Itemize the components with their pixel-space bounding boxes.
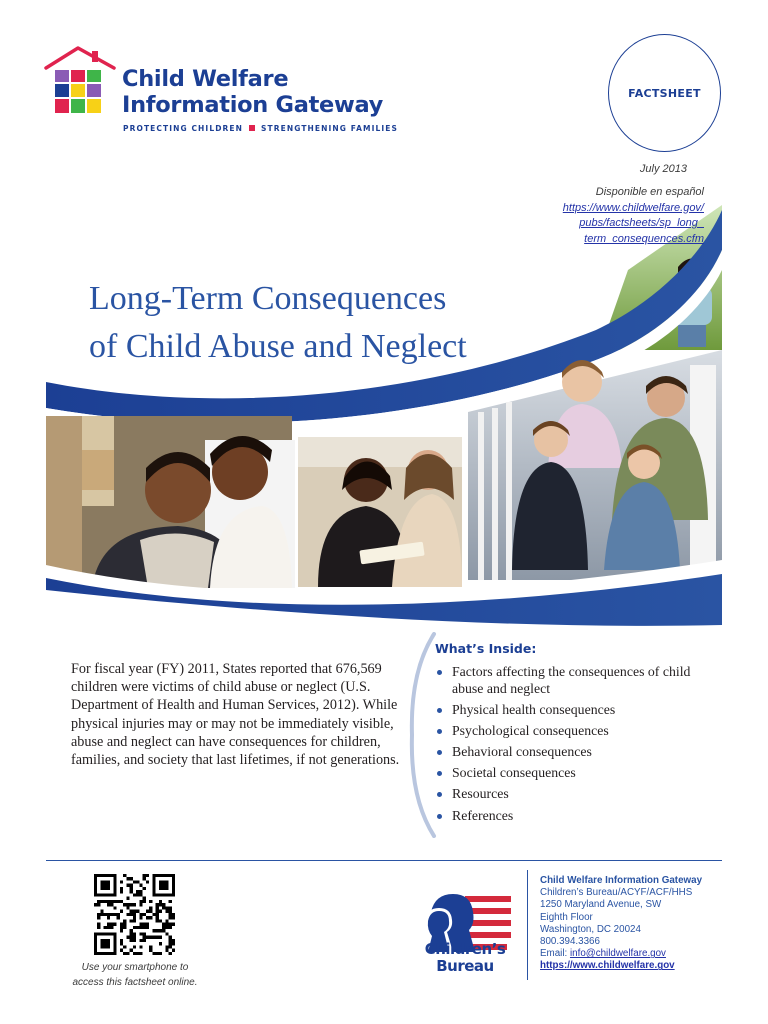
spanish-version-note (504, 185, 704, 247)
cb-name-line2: Bureau (436, 957, 494, 975)
photo-teen-and-mentor (298, 437, 462, 587)
footer-divider-line (46, 860, 722, 861)
hero-banner (0, 150, 768, 630)
tagline-right: STRENGTHENING FAMILIES (261, 124, 398, 133)
list-item: Societal consequences (436, 765, 716, 782)
contact-org: Child Welfare Information Gateway (540, 875, 703, 886)
website-link[interactable]: https://www.childwelfare.gov (540, 960, 675, 972)
spanish-link-line2: pubs/factsheets/sp_long_ (579, 217, 704, 229)
title-line2: of Child Abuse and Neglect (89, 328, 467, 365)
footer-vertical-divider (527, 870, 528, 980)
photo-two-kids (46, 416, 295, 588)
contact-line2: 1250 Maryland Avenue, SW (540, 899, 662, 911)
list-item: Factors affecting the consequences of child abuse and neglect (436, 664, 716, 697)
spanish-label: Disponible en español (595, 186, 704, 198)
childrens-bureau-name (413, 941, 517, 975)
cb-name-line1: Children’s (424, 940, 506, 958)
tagline-left: PROTECTING CHILDREN (123, 124, 243, 133)
spanish-link-line1: https://www.childwelfare.gov/ (562, 201, 704, 214)
intro-paragraph: For fiscal year (FY) 2011, States reported that 676,569 children were victims of child abuse or neglect (U.S. Department of Health and Human Services, 2012). While physical injuries may or may not be immediately visible, abuse and neglect can have consequences for children, families, and society that last lifetimes, if not generations. (71, 661, 400, 769)
list-item: Resources (436, 786, 716, 803)
house-logo-icon (44, 44, 122, 118)
list-item: Psychological consequences (436, 723, 716, 740)
logo-tagline (123, 124, 398, 133)
contact-line4: Washington, DC 20024 (540, 923, 641, 935)
tagline-separator-icon (249, 125, 255, 131)
logo-title (122, 66, 383, 118)
list-item: Behavioral consequences (436, 744, 716, 761)
list-item: Physical health consequences (436, 702, 716, 719)
child-welfare-gateway-logo (44, 44, 398, 139)
factsheet-label: FACTSHEET (628, 86, 701, 100)
factsheet-badge (608, 34, 721, 152)
contact-line1: Children’s Bureau/ACYF/ACF/HHS (540, 887, 693, 899)
contact-line3: Eighth Floor (540, 911, 593, 923)
qr-caption-line1: Use your smartphone to (81, 962, 189, 973)
publication-date: July 2013 (639, 163, 687, 175)
qr-caption-line2: access this factsheet online. (72, 976, 198, 988)
logo-title-line1: Child Welfare (122, 66, 289, 92)
contact-email-row (540, 948, 702, 960)
spanish-version-link[interactable] (563, 202, 704, 245)
qr-caption (57, 961, 213, 990)
contact-block (540, 875, 702, 973)
page-title (89, 275, 467, 371)
spanish-link-line3: term_consequences.cfm (584, 232, 704, 245)
logo-title-line2: Information Gateway (122, 92, 384, 118)
whats-inside-list (436, 664, 716, 829)
list-item: References (436, 808, 716, 825)
qr-code-icon[interactable] (94, 874, 175, 955)
title-line1: Long-Term Consequences (89, 280, 447, 317)
email-link[interactable]: info@childwelfare.gov (569, 948, 666, 960)
whats-inside-heading: What’s Inside: (435, 641, 537, 656)
contact-phone: 800.394.3366 (540, 936, 600, 948)
email-label: Email: (540, 948, 568, 960)
